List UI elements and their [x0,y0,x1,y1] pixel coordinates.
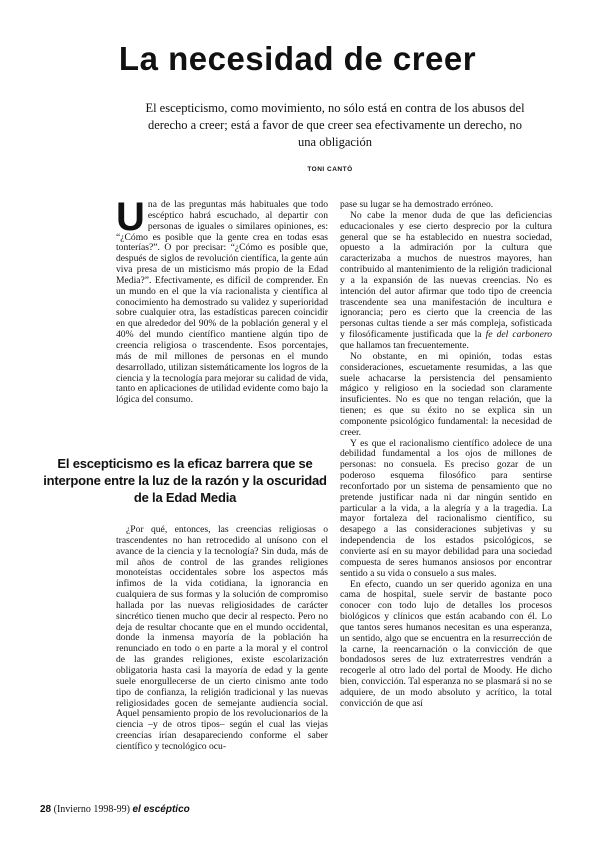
issue-date: (Invierno 1998-99) [53,804,130,815]
opening-paragraph-text: na de las preguntas más habituales que todo escéptico habrá escuchado, al departir con personas de iguales o similares opiniones, es: “¿Cómo es posible que la gente crea en todas esas tonterías?”. O por precisar: “¿Cómo es posible que, después de siglos de revolución científica, la gente aún viva presa de un misticismo más propio de la Edad Media?”. Efectivamente, es difícil de comprender. En un mundo en el que la vía racionalista y científica al conocimiento ha demostrado su validez y superioridad sobre cualquier otra, las estadísticas parecen coincidir en que alrededor del 90% de la población general y el 40% del mundo científico mantiene algún tipo de creencia religiosa o trascendente. Esos porcentajes, más de mil millones de personas en el mundo desarrollado, utilizan sistemáticamente los logros de la ciencia y la tecnología para mejorar su calidad de vida, tanto en aplicaciones de utilidad evidente como bajo la lógica del consumo. [116,199,328,406]
article-author: TONI CANTÓ [307,166,353,173]
column-2 [340,200,552,710]
italic-phrase: fe del carbonero [485,329,552,341]
drop-cap: U [116,195,145,239]
magazine-name: el escéptico [132,804,190,815]
article-subtitle: El escepticismo, como movimiento, no sólo está en contra de los abusos del derecho a creer; está a favor de que creer sea efectivamente un derecho, no una obligación [145,101,525,149]
paragraph: No obstante, en mi opinión, todas estas consideraciones, escuetamente resumidas, a las que suele achacarse la persistencia del pensamiento mágico y religioso en la sociedad son claramente insuficientes. No es que no tengan relación, que la tienen; es que su éxito no se explica sin un componente psicológico fundamental: la necesidad de creer. [340,350,552,438]
page-number: 28 [40,804,52,815]
paragraph: Y es que el racionalismo científico adolece de una debilidad fundamental a los ojos de millones de personas: no consuela. Es preciso gozar de un poderoso esquema filosófico para sentirse reconfortado por un sistema de pensamiento que no pretende justificar nada ni dar ningún sentido en particular a la vida, a la alegría y a la tragedia. La mayor fortaleza del racionalismo científico, su desapego a las consideraciones subjetivas y su independencia de los estados psicológicos, se convierte así en su mayor debilidad para una sociedad compuesta de seres humanos ansiosos por encontrar sentido a su vida o consuelo a sus males. [340,437,552,579]
paragraph-continuation: pase su lugar se ha demostrado erróneo. [340,199,494,210]
column-1-top [116,195,328,406]
paragraph-text: que hallamos tan frecuentemente. [340,339,469,351]
article-title: La necesidad de creer [118,40,477,77]
paragraph-text: No cabe la menor duda de que las deficiencias educacionales y ese cierto desprecio por la cultura general que se ha establecido en nuestra sociedad, opuesto a la admiración por la cultura que caracterizaba a muchos de nuestros mayores, han contribuido al mantenimiento de la religión tradicional y a la expansión de las nuevas creencias. No es intención del autor afirmar que todo tipo de creencia trascendente sea una manifestación de incultura e ignorancia; pero es cierto que la creencia de las personas cultas tiende a ser más compleja, sofisticada y filosóficamente justificada que la [340,209,552,341]
column-1-bottom [116,525,328,753]
pull-quote: El escepticismo es la eficaz barrera que se interpone entre la luz de la razón y la oscuridad de la Edad Media [43,456,327,505]
page-footer [40,804,190,815]
paragraph: En efecto, cuando un ser querido agoniza en una cama de hospital, suele servir de bastante poco conocer con todo lujo de detalles los procesos biológicos y clínicos que están acabando con él. Lo que tantos seres humanos necesitan es una esperanza, un sentido, algo que se encuentra en la resurrección de la carne, la reencarnación o la convicción de que bondadosos seres de luz extraterrestres vendrán a recogerle al otro lado del portal de Moody. He dicho bien, convicción. Tal esperanza no se plasmará si no se adquiere, de un modo absoluto y acrítico, la total convicción de que así [340,578,552,709]
opening-paragraph [116,195,328,406]
paragraph: ¿Por qué, entonces, las creencias religiosas o trascendentes no han retrocedido al unísono con el avance de la ciencia y la tecnología? Sin duda, más de mil años de control de las grandes religiones monoteístas occidentales sobre los aspectos más ínfimos de la vida cotidiana, la ignorancia en cualquiera de sus formas y la solución de compromiso hallada por las nuevas religiosidades de carácter sincrético tienen mucho que decir al respecto. Pero no deja de resultar chocante que en el mundo occidental, donde la inmensa mayoría de la población ha renunciado en todo o en parte a la moral y el control de las grandes religiones, existe escolarización obligatoria hasta casi la mayoría de edad y la gente suele enorgullecerse de un cierto cinismo ante todo tipo de confianza, la religión tradicional y las nuevas religiosidades gocen de semejante audiencia social. Aquel pensamiento propio de los revolucionarios de la ciencia –y de otros tipos– según el cual las viejas creencias irían desapareciendo conforme el saber científico y tecnológico ocu- [116,524,328,752]
paragraph [340,211,552,352]
